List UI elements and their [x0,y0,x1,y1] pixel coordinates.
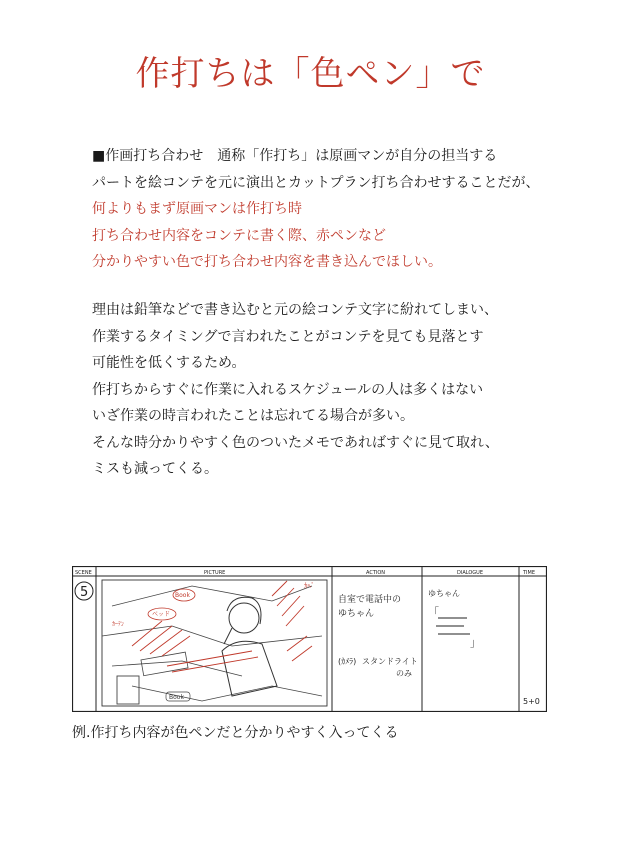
header-scene: SCENE [75,570,92,576]
action-note: ゆちゃん [338,609,375,619]
dialogue-note: ゆちゃん [428,589,460,598]
reason-paragraph [92,297,592,483]
header-picture: PICTURE [204,570,226,576]
reason-line: 作打ちからすぐに作業に入れるスケジュールの人は多くはない [92,381,484,398]
header-dialogue: DIALOGUE [457,570,483,576]
action-note: 自室で電話中の [338,595,402,605]
highlight-line: 何よりもまず原画マンは作打ち時 [92,201,302,217]
action-note: スタンドライト [362,657,418,666]
header-time: TIME [523,570,536,576]
header-action: ACTION [366,570,386,576]
intro-paragraph [92,143,592,276]
intro-line: ■作画打ち合わせ 通称「作打ち」は原画マンが自分の担当する [92,148,498,164]
highlight-line: 分かりやすい色で打ち合わせ内容を書き込んでほしい。 [92,254,442,270]
reason-line: 可能性を低くするため。 [92,355,246,371]
reason-line: 理由は鉛筆などで書き込むと元の絵コンテ文字に紛れてしまい、 [92,302,498,318]
reason-line: いざ作業の時言われたことは忘れてる場合が多い。 [92,408,414,424]
highlight-line: 打ち合わせ内容をコンテに書く際、赤ペンなど [92,227,386,244]
time-value: 5+0 [523,697,540,706]
picture-note: ベッド [152,611,171,618]
storyboard-example [72,566,547,712]
reason-line: 作業するタイミングで言われたことがコンテを見ても見落とす [92,328,484,345]
page-title: 作打ちは「色ペン」で [135,54,486,94]
dialogue-note: 」 [470,636,481,649]
reason-line: ミスも減ってくる。 [92,461,218,477]
picture-note: ｶﾍﾞ [304,582,315,590]
picture-note: Book [175,592,190,599]
picture-note: Book [169,694,184,701]
action-note: のみ [396,669,412,678]
intro-line: パートを絵コンテを元に演出とカットプラン打ち合わせすることだが、 [92,174,540,191]
figure-caption: 例.作打ち内容が色ペンだと分かりやすく入ってくる [72,725,399,741]
action-note: (ｶﾒﾗ) [338,657,357,666]
dialogue-note: 「 [428,606,439,619]
scene-number: 5 [80,585,89,600]
picture-note: ｶｰﾃﾝ [112,621,125,628]
reason-line: そんな時分かりやすく色のついたメモであればすぐに見て取れ、 [92,434,499,451]
